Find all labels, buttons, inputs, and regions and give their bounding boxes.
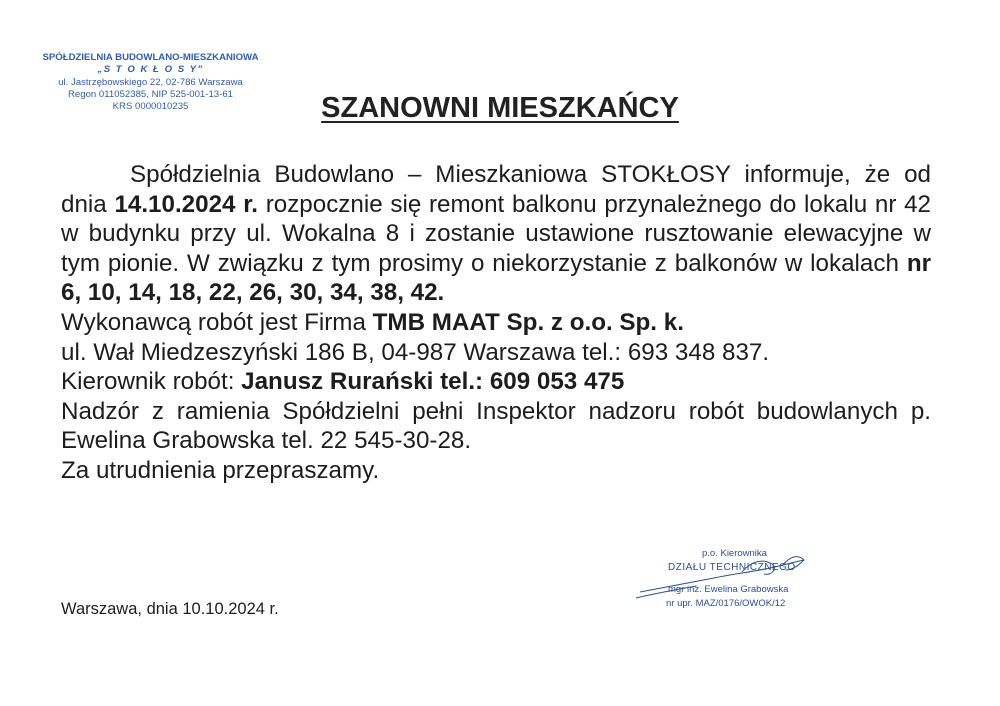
paragraph-apology: Za utrudnienia przepraszamy.	[61, 456, 380, 484]
announcement-text-b: rozpocznie się remont balkonu przynależnego do lokalu nr 42 w budynku przy ul. Wokalna 8 i zostanie ustawione rusztowanie elewacyjne w tym pionie. W związku z tym prosimy o niekorzystanie z balkonów w lokalach	[61, 190, 932, 277]
signature-stamp-title: p.o. Kierownika	[702, 548, 767, 559]
page-title: SZANOWNI MIESZKAŃCY	[321, 92, 679, 124]
paragraph-announcement	[61, 160, 931, 308]
stamp-krs: KRS 0000010235	[112, 101, 189, 113]
paragraph-contractor-address: ul. Wał Miedzeszyński 186 B, 04-987 Warszawa tel.: 693 348 837.	[61, 338, 770, 366]
stamp-regon-nip: Regon 011052385, NIP 525-001-13-61	[68, 88, 233, 100]
notice-body	[61, 160, 931, 486]
paragraph-supervision: Nadzór z ramienia Spółdzielni pełni Inspektor nadzoru robót budowlanych p. Ewelina Grabowska tel. 22 545-30-28.	[61, 397, 931, 455]
signature-stamp-department: DZIAŁU TECHNICZNEGO	[668, 562, 796, 573]
document-date: Warszawa, dnia 10.10.2024 r.	[61, 600, 279, 618]
affected-flats: nr 6, 10, 14, 18, 22, 26, 30, 34, 38, 42.	[61, 249, 931, 307]
site-manager-label: Kierownik robót:	[61, 368, 242, 396]
site-manager-contact: Janusz Rurański tel.: 609 053 475	[241, 368, 625, 396]
start-date: 14.10.2024 r.	[114, 190, 258, 218]
announcement-text-a: Spółdzielnia Budowlano – Mieszkaniowa STOKŁOSY informuje, że od dnia	[61, 161, 931, 218]
paragraph-site-manager	[61, 367, 931, 397]
signature-stamp-license: nr upr. MAZ/0176/OWOK/12	[666, 598, 786, 609]
signature-stamp	[622, 548, 842, 618]
signature-stamp-name: mgr inż. Ewelina Grabowska	[668, 584, 789, 595]
contractor-name: TMB MAAT Sp. z o.o. Sp. k.	[372, 308, 684, 336]
stamp-name-stoklosy: „S T O K Ł O S Y"	[97, 64, 204, 76]
stamp-name: SPÓŁDZIELNIA BUDOWLANO-MIESZKANIOWA	[42, 52, 259, 63]
paragraph-contractor	[61, 308, 931, 338]
contractor-label: Wykonawcą robót jest Firma	[61, 308, 373, 336]
stamp-address: ul. Jastrzębowskiego 22, 02-786 Warszawa	[58, 76, 243, 88]
